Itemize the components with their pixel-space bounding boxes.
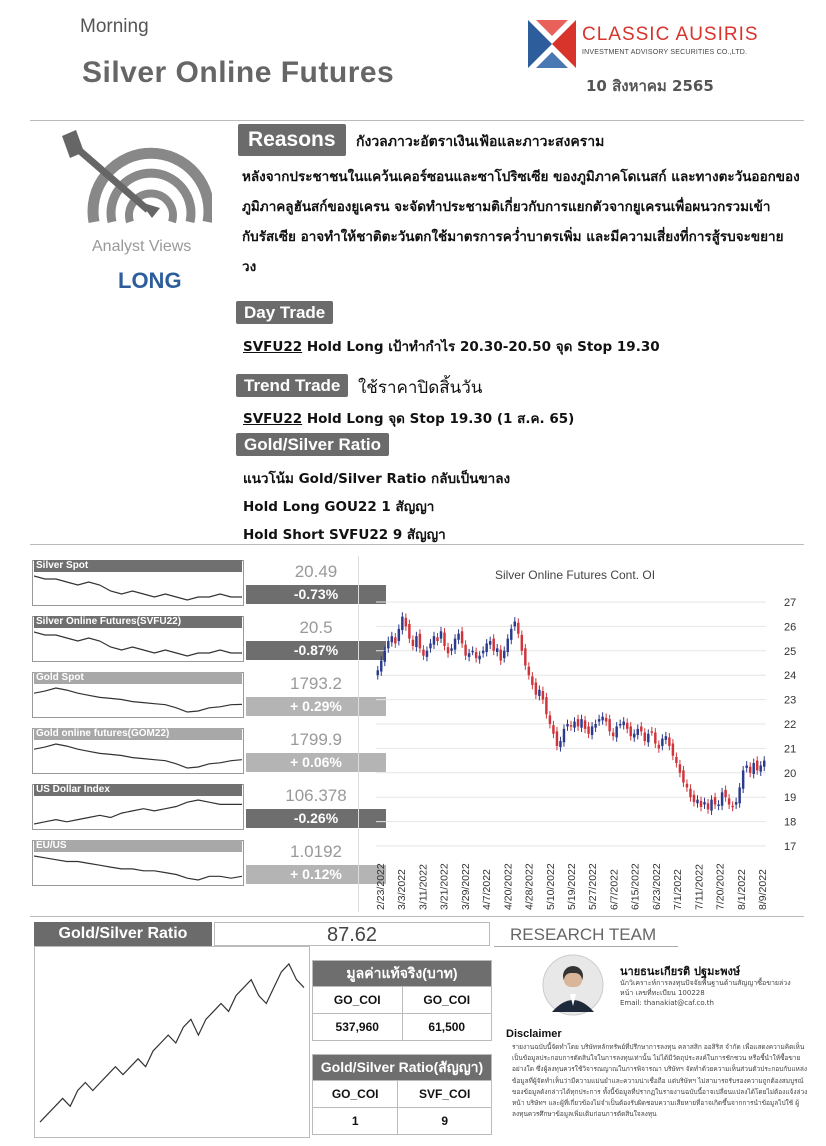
ratio-tag: Gold/Silver Ratio <box>236 433 389 456</box>
x-tick-label: 3/29/2022 <box>459 863 472 910</box>
candle-body <box>429 643 431 648</box>
candle-body <box>391 636 393 642</box>
candle-body <box>668 737 670 746</box>
bottom-divider <box>30 916 804 917</box>
market-panel <box>32 784 354 830</box>
x-tick-label: 8/9/2022 <box>757 869 769 910</box>
contract-table-cell: 1 <box>313 1108 398 1135</box>
research-team-label: RESEARCH TEAM <box>494 923 678 947</box>
reasons-tag: Reasons <box>238 124 346 156</box>
x-tick-label: 3/11/2022 <box>417 864 430 910</box>
candle-body <box>408 624 410 639</box>
candle-body <box>384 651 386 662</box>
value-table-cell: 61,500 <box>402 1014 492 1041</box>
candle-body <box>717 805 719 807</box>
candle-body <box>584 720 586 729</box>
market-change: -0.73% <box>246 585 386 604</box>
candle-body <box>489 641 491 645</box>
x-tick-label: 6/23/2022 <box>650 863 663 910</box>
candle-body <box>503 651 505 658</box>
sparkline-path <box>34 856 242 880</box>
market-value: 20.5 <box>299 618 333 637</box>
candle-body <box>405 618 407 627</box>
candle-body <box>696 800 698 804</box>
chart-title: Silver Online Futures Cont. OI <box>494 568 656 582</box>
candle-body <box>633 734 635 738</box>
candle-body <box>549 715 551 724</box>
contract-table-cell: 9 <box>398 1108 492 1135</box>
market-value: 106.378 <box>285 786 347 805</box>
candle-body <box>485 643 487 652</box>
gold-silver-ratio-value: 87.62 <box>214 922 490 946</box>
brand-logo-icon <box>528 20 576 68</box>
y-tick-label: 23 <box>784 694 797 707</box>
reasons-line: หลังจากประชาชนในแคว้นเคอร์ซอนและซาโปริซเซีย ของภูมิภาคโดเนสก์ และทางตะวันออกของ <box>242 169 800 185</box>
trend-trade-line <box>243 407 574 429</box>
candlestick-chart <box>360 588 804 914</box>
x-tick-label: 7/11/2022 <box>693 864 706 910</box>
candle-body <box>556 731 558 746</box>
candle-body <box>496 648 498 652</box>
candle-body <box>745 765 747 767</box>
reasons-line: วง <box>242 259 257 275</box>
session-label: Morning <box>80 16 149 37</box>
y-tick-label: 20 <box>784 767 797 780</box>
x-tick-label: 5/10/2022 <box>544 863 557 910</box>
day-trade-text: Hold Long เป้าทำกำไร 20.30-20.50 จุด Stop 19.30 <box>302 339 660 355</box>
candle-body <box>447 647 449 653</box>
y-tick-label: 27 <box>784 597 797 609</box>
candle-body <box>644 733 646 742</box>
y-tick-label: 17 <box>784 841 797 853</box>
candle-body <box>436 637 438 641</box>
candle-body <box>605 718 607 722</box>
candle-body <box>577 719 579 726</box>
candle-body <box>752 763 754 774</box>
market-sparkline <box>34 740 242 772</box>
y-tick-label: 25 <box>784 645 797 658</box>
contract-table-header: SVF_COI <box>398 1081 492 1108</box>
y-tick-label: 18 <box>784 816 797 829</box>
candle-body <box>566 724 568 726</box>
candle-body <box>661 739 663 746</box>
candle-body <box>440 631 442 638</box>
x-tick-label: 7/1/2022 <box>672 869 685 910</box>
reasons-headline: กังวลภาวะอัตราเงินเฟ้อและภาวะสงคราม <box>356 134 605 150</box>
candle-body <box>461 631 463 643</box>
ratio-line: Hold Long GOU22 1 สัญญา <box>243 499 435 515</box>
ratio-line-chart <box>36 948 308 1136</box>
market-sparkline <box>34 796 242 828</box>
market-panel <box>32 728 354 774</box>
candle-body <box>724 790 726 797</box>
candle-body <box>658 745 660 749</box>
candle-body <box>749 767 751 773</box>
value-table <box>312 960 492 1041</box>
candle-body <box>707 803 709 809</box>
x-tick-label: 2/23/2022 <box>375 863 387 910</box>
candle-body <box>665 736 667 740</box>
candle-body <box>563 729 565 742</box>
market-sparkline <box>34 684 242 716</box>
candle-body <box>689 789 691 798</box>
candle-body <box>464 645 466 656</box>
market-change: -0.26% <box>246 809 386 828</box>
candle-body <box>531 676 533 685</box>
value-table-header: GO_COI <box>313 987 403 1014</box>
candle-body <box>686 784 688 788</box>
reasons-body <box>242 162 808 282</box>
candle-body <box>735 802 737 804</box>
analyst-name: นายธนะเกียรติ ปฐมะพงษ์ <box>620 965 741 978</box>
contract-table-title: Gold/Silver Ratio(สัญญา) <box>313 1055 492 1081</box>
candle-body <box>647 734 649 743</box>
candle-body <box>415 636 417 647</box>
candle-body <box>570 725 572 727</box>
candle-body <box>703 802 705 804</box>
market-label: EU/US <box>34 840 242 852</box>
y-tick-label: 22 <box>784 719 797 731</box>
market-panel <box>32 560 354 606</box>
candle-body <box>545 697 547 714</box>
x-tick-label: 3/3/2022 <box>396 869 409 910</box>
value-table-header: GO_COI <box>402 987 492 1014</box>
candle-body <box>457 634 459 640</box>
sparkline-path <box>34 632 242 656</box>
market-sparkline <box>34 572 242 604</box>
page-title: Silver Online Futures <box>82 56 395 89</box>
candle-body <box>693 795 695 802</box>
sparkline-path <box>34 800 242 824</box>
market-sparkline <box>34 852 242 884</box>
report-date: 10 สิงหาคม 2565 <box>586 77 714 95</box>
y-tick-label: 19 <box>784 792 797 805</box>
candle-body <box>412 640 414 646</box>
day-trade-symbol: SVFU22 <box>243 339 303 355</box>
market-label: US Dollar Index <box>34 784 242 796</box>
candle-body <box>552 725 554 734</box>
ratio-line: แนวโน้ม Gold/Silver Ratio กลับเป็นขาลง <box>243 471 511 487</box>
candle-body <box>500 650 502 661</box>
candle-body <box>654 733 656 744</box>
ratio-line: Hold Short SVFU22 9 สัญญา <box>243 527 446 543</box>
disclaimer-text: รายงานฉบับนี้จัดทำโดย บริษัทหลักทรัพย์ที่ปรึกษาการลงทุน คลาสสิก ออสิริส จำกัด เพื่อแสดงความคิดเห็นเป็นข้อมูลประกอบการตัดสินใจในการลงทุนเท่านั้น ไม่ได้มีวัตถุประสงค์ในการชักชวน หรือชี้นำให้ซื้อขายอย่างใด ซึ่งผู้ลงทุนควรใช้วิจารณญาณในการพิจารณา บริษัทฯ จัดทำด้วยความเห็นส่วนตัวประกอบกับแหล่งข้อมูลที่ผู้จัดทำเห็นว่ามีความแม่นยำและความน่าเชื่อถือ แต่บริษัทฯ ไม่สามารถรับรองความถูกต้องสมบูรณ์ของข้อมูลดังกล่าวได้ทุกประการ ทั้งนี้ข้อมูลที่ปรากฏในรายงานฉบับนี้อาจเปลี่ยนแปลงได้โดยไม่ต้องแจ้งล่วงหน้า บริษัทฯ และผู้ที่เกี่ยวข้องไม่จำเป็นต้องรับผิดชอบความเสียหายที่อาจเกิดขึ้นจากการนำข้อมูลไปใช้ ผู้ลงทุนควรศึกษาข้อมูลเพิ่มเติมก่อนการตัดสินใจลงทุน <box>512 1043 808 1119</box>
x-tick-label: 4/28/2022 <box>523 863 536 910</box>
analyst-avatar <box>542 954 604 1016</box>
analyst-role <box>620 978 800 1008</box>
value-table-cell: 537,960 <box>313 1014 403 1041</box>
candle-body <box>615 726 617 737</box>
day-trade-line <box>243 335 660 357</box>
ratio-line <box>40 964 304 1122</box>
reasons-line: ภูมิภาคลูฮันสก์ของยูเครน จะจัดทำประชามติเกี่ยวกับการแยกตัวจากยูเครนเพื่อผนวกรวมเข้า <box>242 199 771 215</box>
day-trade-tag: Day Trade <box>236 301 333 324</box>
candle-body <box>573 722 575 728</box>
sparkline-path <box>34 688 242 712</box>
disclaimer-title: Disclaimer <box>506 1028 562 1040</box>
market-panel <box>32 616 354 662</box>
candle-body <box>738 787 740 803</box>
candle-body <box>598 719 600 721</box>
market-label: Silver Online Futures(SVFU22) <box>34 616 242 628</box>
candle-body <box>507 639 509 652</box>
candle-body <box>433 636 435 645</box>
candle-body <box>475 652 477 658</box>
market-change: -0.87% <box>246 641 386 660</box>
candle-body <box>443 633 445 646</box>
x-tick-label: 6/15/2022 <box>629 863 642 910</box>
value-table-title: มูลค่าแท้จริง(บาท) <box>313 961 492 987</box>
candle-body <box>468 653 470 657</box>
contract-table-header: GO_COI <box>313 1081 398 1108</box>
candle-body <box>524 648 526 665</box>
y-tick-label: 26 <box>784 621 797 634</box>
analyst-email: Email: thanakiat@caf.co.th <box>620 999 714 1007</box>
candle-body <box>514 622 516 627</box>
market-value: 1.0192 <box>290 842 342 861</box>
y-tick-label: 21 <box>784 743 797 756</box>
market-value: 1799.9 <box>290 730 342 749</box>
gold-silver-ratio-label: Gold/Silver Ratio <box>34 922 212 946</box>
candle-body <box>742 770 744 788</box>
target-arrow-icon <box>62 130 212 236</box>
market-value: 20.49 <box>294 562 338 581</box>
candle-body <box>419 634 421 649</box>
market-label: Gold online futures(GOM22) <box>34 728 242 740</box>
candle-body <box>380 661 382 672</box>
candle-body <box>651 731 653 733</box>
candle-body <box>426 651 428 657</box>
candle-body <box>594 724 596 728</box>
candle-body <box>510 629 512 640</box>
header-divider <box>30 120 804 121</box>
candle-body <box>401 617 403 630</box>
candle-body <box>422 650 424 656</box>
market-label: Gold Spot <box>34 672 242 684</box>
candle-body <box>478 656 480 660</box>
market-change: + 0.06% <box>246 753 386 772</box>
x-tick-label: 5/19/2022 <box>566 863 578 910</box>
trend-trade-tag: Trend Trade <box>236 374 348 397</box>
x-tick-label: 3/21/2022 <box>438 863 451 910</box>
candle-body <box>528 667 530 676</box>
candle-body <box>710 800 712 811</box>
candle-body <box>538 690 540 696</box>
candle-body <box>731 806 733 808</box>
trend-trade-note: ใช้ราคาปิดสิ้นวัน <box>358 378 483 398</box>
candle-body <box>535 683 537 695</box>
candle-body <box>630 726 632 736</box>
candle-body <box>760 765 762 771</box>
candle-body <box>640 726 642 731</box>
candle-body <box>626 723 628 729</box>
candle-body <box>377 670 379 675</box>
y-tick-label: 24 <box>784 670 797 683</box>
x-tick-label: 4/7/2022 <box>481 869 494 910</box>
candle-body <box>542 691 544 700</box>
candle-body <box>471 651 473 653</box>
candle-body <box>679 764 681 773</box>
candle-body <box>675 757 677 763</box>
candle-body <box>394 637 396 643</box>
market-value: 1793.2 <box>290 674 342 693</box>
candle-body <box>721 792 723 805</box>
candle-body <box>612 733 614 737</box>
candle-body <box>591 726 593 735</box>
candle-body <box>682 770 684 782</box>
candle-body <box>637 729 639 735</box>
candle-body <box>454 639 456 650</box>
candle-body <box>763 761 765 767</box>
contract-table <box>312 1054 492 1135</box>
candle-body <box>450 648 452 650</box>
sparkline-path <box>34 576 242 600</box>
trend-trade-text: Hold Long จุด Stop 19.30 (1 ส.ค. 65) <box>302 411 575 427</box>
candle-body <box>700 801 702 807</box>
trend-trade-symbol: SVFU22 <box>243 411 303 427</box>
candle-body <box>398 629 400 641</box>
candle-body <box>601 717 603 721</box>
analyst-role-text: นักวิเคราะห์การลงทุนปัจจัยพื้นฐานด้านสัญญาซื้อขายล่วงหน้า เลขที่ทะเบียน 100228 <box>620 979 791 997</box>
x-tick-label: 4/20/2022 <box>502 863 515 910</box>
candle-body <box>492 639 494 651</box>
market-change: + 0.29% <box>246 697 386 716</box>
market-change: + 0.12% <box>246 865 386 884</box>
candle-body <box>619 724 621 726</box>
market-panel <box>32 672 354 718</box>
sparkline-path <box>34 744 242 768</box>
candle-body <box>387 641 389 648</box>
candle-body <box>559 741 561 747</box>
x-tick-label: 7/20/2022 <box>714 863 727 910</box>
x-tick-label: 8/1/2022 <box>735 869 748 910</box>
x-tick-label: 5/27/2022 <box>587 863 600 910</box>
candle-body <box>756 761 758 771</box>
candle-body <box>517 623 519 634</box>
x-tick-label: 6/7/2022 <box>608 869 621 910</box>
section-divider <box>30 544 804 545</box>
market-label: Silver Spot <box>34 560 242 572</box>
candle-body <box>622 722 624 726</box>
candle-body <box>482 651 484 653</box>
candle-body <box>608 719 610 731</box>
market-panel <box>32 840 354 886</box>
candle-body <box>728 798 730 804</box>
candle-body <box>672 744 674 756</box>
brand-name: CLASSIC AUSIRIS <box>582 24 759 45</box>
candle-body <box>587 726 589 733</box>
analyst-views-label: Analyst Views <box>92 238 192 255</box>
brand-subtitle: INVESTMENT ADVISORY SECURITIES CO.,LTD. <box>582 49 748 56</box>
analyst-view-value: LONG <box>118 268 182 293</box>
reasons-line: กับรัสเซีย อาจทำให้ชาติตะวันตกใช้มาตรการคว่ำบาตรเพิ่ม และมีความเสี่ยงที่การสู้รบจะขยาย <box>242 229 784 245</box>
candle-body <box>714 797 716 804</box>
market-sparkline <box>34 628 242 660</box>
candle-body <box>580 719 582 728</box>
candle-body <box>521 635 523 651</box>
